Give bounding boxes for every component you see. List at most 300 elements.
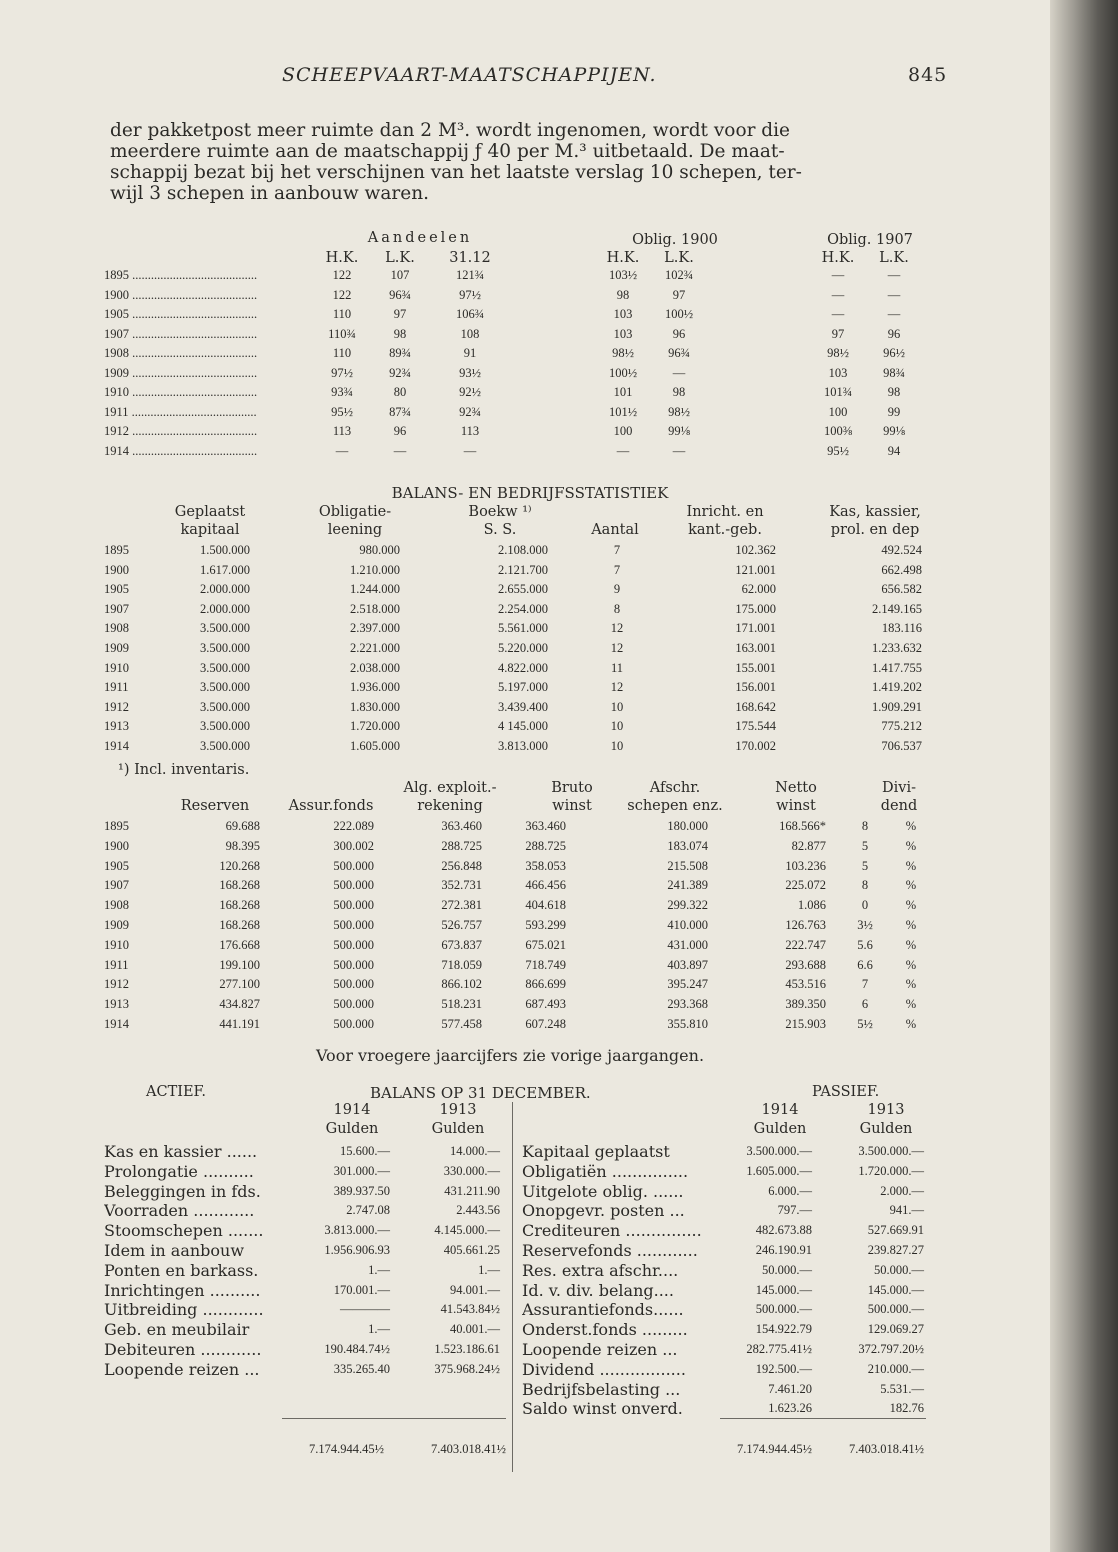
table-cell: 2.121.700 (498, 562, 548, 577)
actief-item-label: Prolongatie .......... (104, 1161, 254, 1181)
actief-value-1914: ———— (340, 1302, 390, 1317)
table-cell: 97 (672, 287, 686, 302)
percent-sign: % (905, 937, 917, 952)
page-number: 845 (908, 64, 948, 86)
actief-value-1913: 375.968.24½ (434, 1361, 500, 1376)
group-label-shares: Aandeelen (367, 230, 473, 246)
table-cell: 1.830.000 (350, 699, 400, 714)
table-cell: — (831, 268, 845, 282)
table-cell: 2.000.000 (200, 582, 250, 597)
column-header: Reserven (180, 798, 250, 814)
passief-total-1913: 7.403.018.41½ (849, 1442, 924, 1456)
table-cell: 82.877 (791, 838, 826, 853)
table-cell: 121.001 (735, 562, 776, 577)
column-header: L.K. (879, 250, 909, 266)
table-cell: 175.000 (735, 601, 776, 616)
column-header: 31.12 (449, 250, 491, 266)
passief-value-1914: 797.— (777, 1203, 812, 1218)
row-year: 1895 ........................................ (104, 268, 258, 282)
table-cell: 97 (393, 307, 407, 321)
column-header: H.K. (821, 250, 855, 266)
passief-label: PASSIEF. (812, 1084, 880, 1100)
percent-sign: % (905, 819, 917, 833)
table-cell: 100½ (608, 365, 638, 380)
column-header: kant.-geb. (688, 522, 762, 538)
actief-value-1913: 40.001.— (450, 1322, 500, 1337)
row-year: 1912 (104, 977, 129, 992)
passief-value-1913: 527.669.91 (867, 1223, 924, 1238)
table-cell: 103 (613, 307, 633, 321)
table-cell: 156.001 (735, 680, 776, 695)
row-year: 1900 (104, 838, 129, 853)
row-year: 1905 (104, 858, 129, 873)
balance-title: BALANS OP 31 DECEMBER. (370, 1084, 591, 1102)
table-cell: 12 (610, 680, 624, 695)
table-cell: 3.500.000 (200, 641, 250, 655)
table-cell: 101 (613, 385, 633, 399)
table-cell: 293.688 (785, 957, 826, 972)
table-cell: 110 (332, 307, 352, 321)
table-cell: — (887, 268, 901, 282)
row-year: 1905 (104, 582, 129, 597)
table-cell: 500.000 (333, 957, 374, 972)
passief-item-label: Onderst.fonds ......... (522, 1320, 688, 1340)
table-cell: 99⅛ (883, 424, 905, 438)
note-earlier-years: Voor vroegere jaarcijfers zie vorige jaargangen. (315, 1046, 705, 1065)
section-title: BALANS- EN BEDRIJFSSTATISTIEK (391, 484, 669, 502)
row-year: 1909 ........................................ (104, 365, 258, 380)
table-cell: 718.749 (525, 957, 566, 972)
table-cell: 1.720.000 (350, 719, 400, 734)
table-cell: 8 (613, 601, 621, 616)
passief-value-1913: 50.000.— (874, 1262, 924, 1277)
row-year: 1909 (104, 641, 129, 655)
table-cell: 12 (610, 641, 624, 655)
column-year: 1913 (867, 1102, 905, 1118)
table-cell: 92¾ (389, 365, 411, 380)
table-cell: 95½ (331, 404, 353, 419)
table-cell: 171.001 (735, 621, 776, 636)
passief-value-1913: 3.500.000.— (858, 1144, 924, 1158)
table-cell: 1.233.632 (872, 641, 922, 655)
table-cell: 3½ (857, 918, 873, 932)
table-cell: 98¾ (883, 365, 905, 380)
table-cell: 1.500.000 (200, 543, 250, 557)
table-cell: 98½ (612, 346, 634, 360)
table-cell: — (672, 365, 686, 380)
table-cell: 441.191 (219, 1017, 260, 1031)
table-cell: 97½ (331, 365, 353, 380)
percent-sign: % (905, 918, 917, 932)
column-header: Alg. exploit.- (403, 780, 497, 796)
actief-value-1914: 1.— (368, 1322, 390, 1337)
passief-value-1913: 145.000.— (867, 1282, 924, 1297)
table-cell: 593.299 (525, 918, 566, 932)
column-header: winst (552, 798, 592, 814)
table-cell: 395.247 (667, 977, 708, 992)
table-cell: 10 (610, 699, 624, 714)
table-cell: 3.500.000 (200, 739, 250, 753)
actief-total-rule (282, 1418, 506, 1419)
table-cell: 6 (861, 997, 869, 1012)
table-cell: 62.000 (741, 582, 776, 597)
passief-total-1914: 7.174.944.45½ (737, 1442, 812, 1456)
table-cell: 102.362 (735, 543, 776, 557)
table-cell: 215.508 (667, 858, 708, 873)
table-cell: 103½ (608, 268, 638, 282)
table-cell: 662.498 (881, 562, 922, 577)
passief-value-1914: 145.000.— (755, 1282, 812, 1297)
row-year: 1908 (104, 621, 129, 636)
table-cell: 687.493 (525, 997, 566, 1012)
table-cell: 2.518.000 (350, 601, 400, 616)
table-cell: 103 (828, 365, 848, 380)
passief-item-label: Onopgevr. posten ... (522, 1201, 685, 1221)
table-cell: 168.268 (219, 918, 260, 932)
actief-value-1913: 330.000.— (443, 1163, 500, 1178)
passief-value-1914: 7.461.20 (768, 1381, 812, 1396)
table-cell: 2.254.000 (498, 601, 548, 616)
table-cell: 97 (831, 326, 845, 341)
table-cell: 1.419.202 (872, 680, 922, 695)
table-cell: 98½ (827, 346, 849, 360)
intro-line: schappij bezat bij het verschijnen van het laatste verslag 10 schepen, ter- (110, 162, 802, 183)
actief-value-1913: 1.523.186.61 (434, 1342, 500, 1356)
row-year: 1914 ........................................ (104, 443, 258, 458)
passief-value-1914: 50.000.— (762, 1262, 812, 1277)
percent-sign: % (905, 878, 917, 893)
row-year: 1907 ........................................ (104, 326, 258, 341)
table-cell: 1.417.755 (872, 660, 922, 675)
table-cell: 277.100 (219, 977, 260, 992)
table-cell: 272.381 (441, 898, 482, 913)
column-header: Bruto (551, 780, 593, 796)
passief-value-1914: 6.000.— (768, 1183, 812, 1198)
row-year: 1913 (104, 997, 129, 1012)
row-year: 1910 (104, 660, 129, 675)
table-cell: 199.100 (219, 957, 260, 972)
table-cell: 256.848 (441, 858, 482, 873)
column-header: Divi- (882, 780, 916, 796)
table-cell: 5.197.000 (498, 680, 548, 695)
passief-item-label: Res. extra afschr.... (522, 1260, 679, 1280)
passief-item-label: Assurantiefonds...... (522, 1300, 684, 1320)
table-cell: 656.582 (881, 582, 922, 597)
actief-item-label: Debiteuren ............ (104, 1340, 262, 1359)
actief-item-label: Kas en kassier ...... (104, 1142, 258, 1161)
passief-value-1914: 1.605.000.— (746, 1163, 812, 1178)
actief-value-1913: 431.211.90 (444, 1183, 500, 1198)
book-spine-shadow (1050, 0, 1118, 1552)
table-cell: 97½ (459, 287, 481, 302)
actief-value-1914: 335.265.40 (333, 1361, 390, 1376)
table-cell: 2.221.000 (350, 641, 400, 655)
table-cell: 2.149.165 (872, 601, 922, 616)
passief-value-1913: 941.— (889, 1203, 924, 1218)
passief-item-label: Kapitaal geplaatst (522, 1142, 670, 1161)
table-cell: 113 (332, 424, 352, 438)
column-header: dend (880, 798, 918, 814)
table-cell: 3.500.000 (200, 660, 250, 675)
table-cell: 363.460 (525, 819, 566, 833)
table-cell: 500.000 (333, 878, 374, 893)
table-cell: 5 (861, 858, 869, 873)
passief-item-label: Bedrijfsbelasting ... (522, 1379, 681, 1399)
table-cell: 352.731 (441, 878, 482, 893)
table-cell: 775.212 (881, 719, 922, 734)
table-cell: 500.000 (333, 977, 374, 992)
table-cell: 9 (613, 582, 621, 597)
table-cell: 101¾ (823, 385, 853, 399)
table-cell: — (831, 307, 845, 321)
table-cell: — (887, 307, 901, 321)
table-cell: 718.059 (441, 957, 482, 972)
row-year: 1910 (104, 937, 129, 952)
table-cell: 288.725 (525, 838, 566, 853)
percent-sign: % (905, 898, 917, 913)
column-header: winst (776, 798, 816, 814)
table-cell: 106¾ (455, 307, 485, 321)
passief-item-label: Dividend ................. (522, 1359, 686, 1379)
table-cell: 122 (332, 268, 352, 282)
table-cell: 5.6 (857, 937, 873, 952)
table-cell: 0 (861, 898, 869, 913)
table-cell: 3.500.000 (200, 719, 250, 734)
table-cell: 96¾ (389, 287, 411, 302)
table-cell: 4 145.000 (498, 719, 548, 734)
actief-item-label: Idem in aanbouw (104, 1241, 245, 1260)
table-cell: 94 (887, 443, 901, 458)
table-cell: 293.368 (667, 997, 708, 1012)
column-header: prol. en dep (830, 522, 920, 538)
table-cell: 215.903 (785, 1017, 826, 1031)
table-cell: 99 (887, 404, 901, 419)
actief-value-1914: 1.— (368, 1262, 390, 1277)
table-cell: 2.397.000 (350, 621, 400, 636)
percent-sign: % (905, 1017, 917, 1031)
table-cell: 577.458 (441, 1017, 482, 1031)
running-header: SCHEEPVAART-MAATSCHAPPIJEN. (282, 64, 657, 86)
column-year: 1914 (761, 1102, 799, 1118)
table-cell: 100 (828, 404, 848, 419)
row-year: 1911 ........................................ (104, 404, 257, 419)
column-header: Obligatie- (318, 504, 392, 520)
percent-sign: % (905, 957, 917, 972)
table-cell: 7 (613, 562, 621, 577)
column-header: Boekw ¹⁾ (468, 504, 532, 520)
table-cell: 1.086 (797, 898, 826, 913)
table-cell: 500.000 (333, 937, 374, 952)
row-year: 1911 (104, 957, 129, 972)
table-cell: 3.813.000 (498, 739, 548, 753)
actief-label: ACTIEF. (146, 1084, 206, 1100)
table-cell: 706.537 (881, 739, 922, 753)
table-cell: 300.002 (333, 838, 374, 853)
passief-value-1913: 239.827.27 (867, 1243, 924, 1257)
table-cell: 102¾ (664, 268, 694, 282)
table-cell: 183.074 (667, 838, 708, 853)
actief-item-label: Beleggingen in fds. (104, 1181, 261, 1201)
row-year: 1895 (104, 819, 129, 833)
passief-item-label: Reservefonds ............ (522, 1241, 698, 1260)
actief-value-1914: 3.813.000.— (324, 1223, 390, 1238)
table-cell: 7 (861, 977, 869, 992)
table-cell: 170.002 (735, 739, 776, 753)
column-header: Geplaatst (174, 504, 246, 520)
table-cell: 96 (672, 326, 686, 341)
table-cell: 500.000 (333, 1017, 374, 1031)
passief-value-1914: 154.922.79 (755, 1322, 812, 1337)
passief-value-1913: 182.76 (889, 1401, 924, 1416)
passief-value-1913: 500.000.— (867, 1302, 924, 1317)
actief-item-label: Geb. en meubilair (104, 1320, 250, 1340)
column-header: Inricht. en (686, 504, 764, 520)
column-header: Netto (775, 780, 817, 796)
table-cell: 155.001 (735, 660, 776, 675)
table-cell: 103.236 (785, 858, 826, 873)
table-cell: 113 (460, 424, 480, 438)
row-year: 1914 (104, 739, 129, 753)
actief-total-1913: 7.403.018.41½ (431, 1442, 506, 1456)
actief-value-1913: 4.145.000.— (434, 1223, 500, 1238)
table-cell: 92¾ (459, 404, 481, 419)
passief-total-rule (720, 1418, 926, 1419)
column-header: Assur.fonds (288, 798, 374, 814)
table-cell: 518.231 (441, 997, 482, 1012)
column-header: Kas, kassier, (829, 504, 921, 520)
passief-value-1914: 500.000.— (755, 1302, 812, 1317)
column-header: schepen enz. (627, 798, 723, 814)
actief-value-1913: 2.443.56 (456, 1203, 500, 1218)
row-year: 1908 ........................................ (104, 346, 258, 360)
passief-value-1914: 282.775.41½ (746, 1342, 812, 1356)
column-header: kapitaal (180, 522, 240, 538)
group-label-bonds-1907: Oblig. 1907 (827, 232, 913, 248)
column-unit: Gulden (753, 1121, 807, 1137)
table-cell: 93¾ (331, 385, 353, 399)
passief-item-label: Loopende reizen ... (522, 1340, 678, 1359)
table-cell: 69.688 (225, 819, 260, 833)
passief-value-1914: 246.190.91 (755, 1243, 812, 1257)
percent-sign: % (905, 997, 917, 1012)
column-header: H.K. (606, 250, 640, 266)
passief-value-1913: 2.000.— (880, 1183, 924, 1198)
table-cell: 110 (332, 346, 352, 360)
column-unit: Gulden (859, 1121, 913, 1137)
passief-value-1914: 3.500.000.— (746, 1144, 812, 1158)
passief-item-label: Crediteuren ............... (522, 1221, 702, 1241)
actief-value-1914: 15.600.— (340, 1144, 390, 1158)
row-year: 1913 (104, 719, 129, 734)
table-cell: 431.000 (667, 937, 708, 952)
row-year: 1907 (104, 878, 129, 893)
table-cell: 6.6 (857, 957, 873, 972)
passief-item-label: Uitgelote oblig. ...... (522, 1181, 684, 1201)
table-cell: 100½ (664, 307, 694, 321)
table-cell: 2.108.000 (498, 543, 548, 557)
actief-value-1913: 41.543.84½ (440, 1302, 500, 1317)
group-label-bonds-1900: Oblig. 1900 (632, 232, 718, 248)
passief-value-1913: 1.720.000.— (858, 1163, 924, 1178)
table-cell: 3.500.000 (200, 621, 250, 636)
table-cell: 168.268 (219, 878, 260, 893)
actief-value-1914: 301.000.— (333, 1163, 390, 1178)
table-cell: 183.116 (881, 621, 922, 636)
table-cell: 180.000 (667, 819, 708, 833)
table-cell: 8 (861, 819, 869, 833)
row-year: 1912 ........................................ (104, 424, 258, 438)
table-cell: 389.350 (785, 997, 826, 1012)
column-year: 1914 (333, 1102, 371, 1118)
column-header: Afschr. (649, 780, 701, 796)
table-cell: 11 (610, 660, 624, 675)
table-cell: 299.322 (667, 898, 708, 913)
percent-sign: % (905, 858, 917, 873)
passief-item-label: Obligatiën ............... (522, 1161, 689, 1181)
column-header: H.K. (325, 250, 359, 266)
passief-value-1913: 5.531.— (880, 1381, 924, 1396)
table-cell: 288.725 (441, 838, 482, 853)
row-year: 1911 (104, 680, 129, 695)
table-cell: 358.053 (525, 858, 566, 873)
table-cell: 10 (610, 719, 624, 734)
column-header: L.K. (385, 250, 415, 266)
actief-value-1913: 94.001.— (450, 1282, 500, 1297)
actief-value-1914: 1.956.906.93 (324, 1243, 390, 1257)
actief-value-1913: 405.661.25 (443, 1243, 500, 1257)
table-cell: 122 (332, 287, 352, 302)
table-cell: 176.668 (219, 937, 260, 952)
table-cell: 404.618 (525, 898, 566, 913)
table-cell: 453.516 (785, 977, 826, 992)
table-cell: — (616, 443, 630, 458)
table-cell: 98 (672, 385, 686, 399)
actief-item-label: Stoomschepen ....... (104, 1221, 264, 1241)
table-cell: 168.268 (219, 898, 260, 913)
actief-item-label: Ponten en barkass. (104, 1260, 259, 1280)
table-cell: 80 (393, 385, 407, 399)
table-cell: 87¾ (389, 404, 411, 419)
table-cell: 98.395 (225, 838, 260, 853)
table-cell: 241.389 (667, 878, 708, 893)
table-cell: 222.089 (333, 819, 374, 833)
table-cell: 175.544 (735, 719, 776, 734)
table-cell: 526.757 (441, 918, 482, 932)
row-year: 1895 (104, 543, 129, 557)
actief-item-label: Uitbreiding ............ (104, 1300, 264, 1320)
column-year: 1913 (439, 1102, 477, 1118)
table-cell: 96 (887, 326, 901, 341)
table-cell: 100 (613, 424, 633, 438)
intro-line: wijl 3 schepen in aanbouw waren. (110, 183, 429, 204)
table-cell: 168.642 (735, 699, 776, 714)
actief-value-1914: 170.001.— (333, 1282, 390, 1297)
table-cell: 168.566* (779, 819, 826, 833)
table-cell: — (831, 287, 845, 302)
column-header: leening (327, 522, 383, 538)
column-header: Aantal (591, 522, 639, 538)
intro-line: der pakketpost meer ruimte dan 2 M³. wordt ingenomen, wordt voor die (110, 120, 791, 141)
table-cell: 1.936.000 (350, 680, 400, 695)
table-cell: — (887, 287, 901, 302)
table-cell: 500.000 (333, 918, 374, 932)
table-cell: 607.248 (525, 1017, 566, 1031)
table-cell: 5½ (857, 1017, 873, 1031)
passief-value-1914: 1.623.26 (768, 1401, 812, 1416)
table-cell: — (672, 443, 686, 458)
actief-value-1913: 14.000.— (450, 1144, 500, 1158)
table-cell: 500.000 (333, 858, 374, 873)
